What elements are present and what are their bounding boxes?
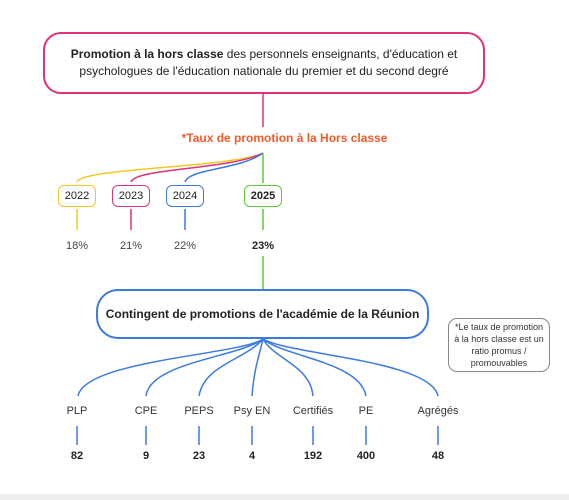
category-value-certifies: 192 [303,450,323,462]
rate-value-2025: 23% [251,240,275,252]
fan-agreges [263,339,438,396]
category-value-cpe: 9 [142,450,150,462]
header-title-rest: des personnels enseignants, d'éducation et psychologues de l'éducation nationale du premier et du second degré [79,47,458,78]
year-box-2022 [58,185,96,207]
category-label-cpe: CPE [134,405,158,417]
year-label: 2025 [250,190,276,202]
branch-2023 [131,153,263,182]
category-value-psyen: 4 [248,450,256,462]
year-label: 2024 [172,190,198,202]
category-label-psyen: Psy EN [233,405,271,417]
rate-value-2023: 21% [119,240,143,252]
year-box-2023 [112,185,150,207]
header-title-box [43,32,485,94]
contingent-box [96,289,429,339]
year-box-2024 [166,185,204,207]
category-value-peps: 23 [192,450,206,462]
year-box-2025 [244,185,282,207]
category-label-certifies: Certifiés [292,405,334,417]
category-value-plp: 82 [70,450,84,462]
footnote-box [448,318,550,372]
rate-value-2022: 18% [65,240,89,252]
fan-cpe [146,339,263,396]
category-label-pe: PE [358,405,374,417]
category-label-peps: PEPS [184,405,214,417]
branch-2022 [77,153,263,182]
year-label: 2022 [64,190,90,202]
category-label-plp: PLP [66,405,88,417]
category-value-agreges: 48 [431,450,445,462]
rate-section-title: *Taux de promotion à la Hors classe [181,131,388,145]
category-value-pe: 400 [356,450,376,462]
header-title-bold: Promotion à la hors classe [70,47,224,61]
footnote-text: *Le taux de promotion à la hors classe est un ratio promus / promouvables [454,322,544,368]
year-label: 2023 [118,190,144,202]
fan-plp [78,339,263,396]
header-title [65,46,463,80]
category-label-agreges: Agrégés [417,405,459,417]
contingent-title: Contingent de promotions de l'académie de la Réunion [105,307,420,321]
footer-bar [0,494,569,500]
fan-pe [263,339,366,396]
rate-value-2024: 22% [173,240,197,252]
